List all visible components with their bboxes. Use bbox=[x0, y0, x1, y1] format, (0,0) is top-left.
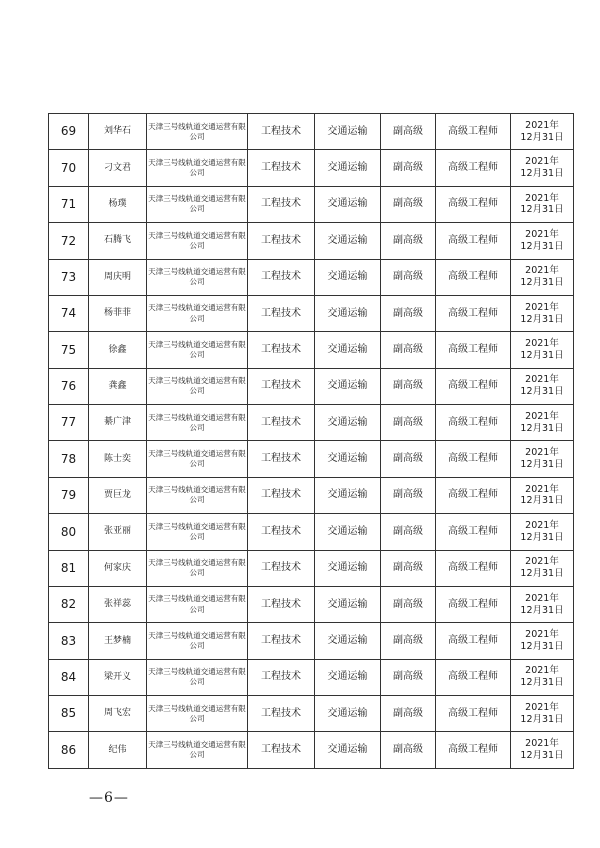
effective-date-cell bbox=[511, 368, 574, 404]
person-name-cell: 纪伟 bbox=[89, 732, 147, 768]
person-name-cell: 何家庆 bbox=[89, 550, 147, 586]
row-number-cell: 80 bbox=[49, 514, 89, 550]
effective-date-cell bbox=[511, 223, 574, 259]
table-row bbox=[49, 732, 574, 768]
title-series-cell: 工程技术 bbox=[248, 514, 315, 550]
title-level-cell: 副高级 bbox=[381, 259, 436, 295]
professional-title-cell: 高级工程师 bbox=[436, 623, 511, 659]
professional-title-cell: 高级工程师 bbox=[436, 150, 511, 186]
organization-cell: 天津三号线轨道交通运营有限公司 bbox=[147, 586, 248, 622]
title-series-cell: 工程技术 bbox=[248, 114, 315, 150]
title-level-cell: 副高级 bbox=[381, 550, 436, 586]
table-row bbox=[49, 150, 574, 186]
effective-date-cell bbox=[511, 623, 574, 659]
title-series-cell: 工程技术 bbox=[248, 295, 315, 331]
effective-date-cell bbox=[511, 514, 574, 550]
title-series-cell: 工程技术 bbox=[248, 586, 315, 622]
title-level-cell: 副高级 bbox=[381, 623, 436, 659]
date-day: 12月31日 bbox=[520, 640, 564, 652]
table-row bbox=[49, 623, 574, 659]
date-day: 12月31日 bbox=[520, 204, 564, 216]
title-level-cell: 副高级 bbox=[381, 477, 436, 513]
title-series-cell: 工程技术 bbox=[248, 368, 315, 404]
organization-cell: 天津三号线轨道交通运营有限公司 bbox=[147, 477, 248, 513]
major-cell: 交通运输 bbox=[315, 259, 381, 295]
effective-date-cell bbox=[511, 477, 574, 513]
major-cell: 交通运输 bbox=[315, 550, 381, 586]
table-row bbox=[49, 186, 574, 222]
organization-cell: 天津三号线轨道交通运营有限公司 bbox=[147, 259, 248, 295]
row-number-cell: 69 bbox=[49, 114, 89, 150]
personnel-table bbox=[48, 113, 574, 769]
date-year: 2021年 bbox=[525, 447, 559, 459]
row-number-cell: 71 bbox=[49, 186, 89, 222]
date-year: 2021年 bbox=[525, 265, 559, 277]
title-level-cell: 副高级 bbox=[381, 295, 436, 331]
person-name-cell: 梁开义 bbox=[89, 659, 147, 695]
title-series-cell: 工程技术 bbox=[248, 223, 315, 259]
major-cell: 交通运输 bbox=[315, 586, 381, 622]
date-day: 12月31日 bbox=[520, 459, 564, 471]
professional-title-cell: 高级工程师 bbox=[436, 441, 511, 477]
effective-date-cell bbox=[511, 732, 574, 768]
organization-cell: 天津三号线轨道交通运营有限公司 bbox=[147, 405, 248, 441]
major-cell: 交通运输 bbox=[315, 441, 381, 477]
title-series-cell: 工程技术 bbox=[248, 477, 315, 513]
table-row bbox=[49, 259, 574, 295]
title-level-cell: 副高级 bbox=[381, 332, 436, 368]
date-day: 12月31日 bbox=[520, 677, 564, 689]
row-number-cell: 77 bbox=[49, 405, 89, 441]
person-name-cell: 张祥蕊 bbox=[89, 586, 147, 622]
date-year: 2021年 bbox=[525, 701, 559, 713]
title-level-cell: 副高级 bbox=[381, 659, 436, 695]
date-day: 12月31日 bbox=[520, 604, 564, 616]
organization-cell: 天津三号线轨道交通运营有限公司 bbox=[147, 550, 248, 586]
professional-title-cell: 高级工程师 bbox=[436, 332, 511, 368]
organization-cell: 天津三号线轨道交通运营有限公司 bbox=[147, 732, 248, 768]
effective-date-cell bbox=[511, 114, 574, 150]
table-row bbox=[49, 586, 574, 622]
organization-cell: 天津三号线轨道交通运营有限公司 bbox=[147, 623, 248, 659]
person-name-cell: 杨璞 bbox=[89, 186, 147, 222]
professional-title-cell: 高级工程师 bbox=[436, 295, 511, 331]
professional-title-cell: 高级工程师 bbox=[436, 259, 511, 295]
title-level-cell: 副高级 bbox=[381, 114, 436, 150]
table-row bbox=[49, 295, 574, 331]
date-year: 2021年 bbox=[525, 483, 559, 495]
person-name-cell: 周飞宏 bbox=[89, 696, 147, 732]
major-cell: 交通运输 bbox=[315, 696, 381, 732]
table-row bbox=[49, 368, 574, 404]
person-name-cell: 刘华石 bbox=[89, 114, 147, 150]
table-row bbox=[49, 514, 574, 550]
title-series-cell: 工程技术 bbox=[248, 659, 315, 695]
professional-title-cell: 高级工程师 bbox=[436, 732, 511, 768]
person-name-cell: 刁文君 bbox=[89, 150, 147, 186]
major-cell: 交通运输 bbox=[315, 623, 381, 659]
major-cell: 交通运输 bbox=[315, 295, 381, 331]
title-series-cell: 工程技术 bbox=[248, 186, 315, 222]
effective-date-cell bbox=[511, 186, 574, 222]
title-level-cell: 副高级 bbox=[381, 223, 436, 259]
date-year: 2021年 bbox=[525, 228, 559, 240]
organization-cell: 天津三号线轨道交通运营有限公司 bbox=[147, 368, 248, 404]
title-series-cell: 工程技术 bbox=[248, 332, 315, 368]
date-year: 2021年 bbox=[525, 556, 559, 568]
date-year: 2021年 bbox=[525, 301, 559, 313]
date-day: 12月31日 bbox=[520, 349, 564, 361]
professional-title-cell: 高级工程师 bbox=[436, 477, 511, 513]
title-level-cell: 副高级 bbox=[381, 441, 436, 477]
date-day: 12月31日 bbox=[520, 131, 564, 143]
professional-title-cell: 高级工程师 bbox=[436, 368, 511, 404]
organization-cell: 天津三号线轨道交通运营有限公司 bbox=[147, 186, 248, 222]
professional-title-cell: 高级工程师 bbox=[436, 550, 511, 586]
date-year: 2021年 bbox=[525, 665, 559, 677]
major-cell: 交通运输 bbox=[315, 659, 381, 695]
person-name-cell: 张亚丽 bbox=[89, 514, 147, 550]
row-number-cell: 79 bbox=[49, 477, 89, 513]
date-year: 2021年 bbox=[525, 410, 559, 422]
table-row bbox=[49, 696, 574, 732]
row-number-cell: 75 bbox=[49, 332, 89, 368]
effective-date-cell bbox=[511, 696, 574, 732]
row-number-cell: 73 bbox=[49, 259, 89, 295]
row-number-cell: 72 bbox=[49, 223, 89, 259]
title-level-cell: 副高级 bbox=[381, 586, 436, 622]
table-row bbox=[49, 441, 574, 477]
effective-date-cell bbox=[511, 586, 574, 622]
organization-cell: 天津三号线轨道交通运营有限公司 bbox=[147, 696, 248, 732]
effective-date-cell bbox=[511, 295, 574, 331]
effective-date-cell bbox=[511, 405, 574, 441]
major-cell: 交通运输 bbox=[315, 223, 381, 259]
date-day: 12月31日 bbox=[520, 168, 564, 180]
row-number-cell: 81 bbox=[49, 550, 89, 586]
row-number-cell: 83 bbox=[49, 623, 89, 659]
title-series-cell: 工程技术 bbox=[248, 623, 315, 659]
person-name-cell: 徐鑫 bbox=[89, 332, 147, 368]
title-series-cell: 工程技术 bbox=[248, 150, 315, 186]
effective-date-cell bbox=[511, 659, 574, 695]
professional-title-cell: 高级工程师 bbox=[436, 659, 511, 695]
date-day: 12月31日 bbox=[520, 240, 564, 252]
row-number-cell: 78 bbox=[49, 441, 89, 477]
major-cell: 交通运输 bbox=[315, 732, 381, 768]
person-name-cell: 陈士奕 bbox=[89, 441, 147, 477]
table-row bbox=[49, 477, 574, 513]
row-number-cell: 70 bbox=[49, 150, 89, 186]
person-name-cell: 綦广津 bbox=[89, 405, 147, 441]
table-row bbox=[49, 405, 574, 441]
date-day: 12月31日 bbox=[520, 386, 564, 398]
organization-cell: 天津三号线轨道交通运营有限公司 bbox=[147, 441, 248, 477]
person-name-cell: 杨菲菲 bbox=[89, 295, 147, 331]
date-year: 2021年 bbox=[525, 592, 559, 604]
organization-cell: 天津三号线轨道交通运营有限公司 bbox=[147, 114, 248, 150]
title-series-cell: 工程技术 bbox=[248, 732, 315, 768]
effective-date-cell bbox=[511, 332, 574, 368]
date-day: 12月31日 bbox=[520, 568, 564, 580]
date-day: 12月31日 bbox=[520, 495, 564, 507]
table-row bbox=[49, 332, 574, 368]
professional-title-cell: 高级工程师 bbox=[436, 586, 511, 622]
date-day: 12月31日 bbox=[520, 531, 564, 543]
title-level-cell: 副高级 bbox=[381, 405, 436, 441]
professional-title-cell: 高级工程师 bbox=[436, 114, 511, 150]
date-year: 2021年 bbox=[525, 192, 559, 204]
effective-date-cell bbox=[511, 441, 574, 477]
title-level-cell: 副高级 bbox=[381, 732, 436, 768]
organization-cell: 天津三号线轨道交通运营有限公司 bbox=[147, 223, 248, 259]
organization-cell: 天津三号线轨道交通运营有限公司 bbox=[147, 659, 248, 695]
major-cell: 交通运输 bbox=[315, 114, 381, 150]
table-row bbox=[49, 659, 574, 695]
major-cell: 交通运输 bbox=[315, 514, 381, 550]
date-day: 12月31日 bbox=[520, 422, 564, 434]
effective-date-cell bbox=[511, 550, 574, 586]
title-level-cell: 副高级 bbox=[381, 186, 436, 222]
table-row bbox=[49, 550, 574, 586]
title-level-cell: 副高级 bbox=[381, 696, 436, 732]
professional-title-cell: 高级工程师 bbox=[436, 223, 511, 259]
table-row bbox=[49, 223, 574, 259]
date-day: 12月31日 bbox=[520, 750, 564, 762]
title-level-cell: 副高级 bbox=[381, 368, 436, 404]
row-number-cell: 82 bbox=[49, 586, 89, 622]
major-cell: 交通运输 bbox=[315, 368, 381, 404]
date-year: 2021年 bbox=[525, 519, 559, 531]
row-number-cell: 76 bbox=[49, 368, 89, 404]
effective-date-cell bbox=[511, 150, 574, 186]
major-cell: 交通运输 bbox=[315, 150, 381, 186]
table-row bbox=[49, 114, 574, 150]
person-name-cell: 石腾飞 bbox=[89, 223, 147, 259]
professional-title-cell: 高级工程师 bbox=[436, 186, 511, 222]
date-year: 2021年 bbox=[525, 629, 559, 641]
date-day: 12月31日 bbox=[520, 713, 564, 725]
date-day: 12月31日 bbox=[520, 313, 564, 325]
title-series-cell: 工程技术 bbox=[248, 696, 315, 732]
person-name-cell: 贾巨龙 bbox=[89, 477, 147, 513]
effective-date-cell bbox=[511, 259, 574, 295]
professional-title-cell: 高级工程师 bbox=[436, 696, 511, 732]
date-year: 2021年 bbox=[525, 738, 559, 750]
major-cell: 交通运输 bbox=[315, 477, 381, 513]
professional-title-cell: 高级工程师 bbox=[436, 405, 511, 441]
major-cell: 交通运输 bbox=[315, 405, 381, 441]
date-year: 2021年 bbox=[525, 119, 559, 131]
title-series-cell: 工程技术 bbox=[248, 550, 315, 586]
person-name-cell: 龚鑫 bbox=[89, 368, 147, 404]
date-year: 2021年 bbox=[525, 338, 559, 350]
date-year: 2021年 bbox=[525, 374, 559, 386]
organization-cell: 天津三号线轨道交通运营有限公司 bbox=[147, 332, 248, 368]
title-level-cell: 副高级 bbox=[381, 514, 436, 550]
page-number: —6— bbox=[89, 790, 129, 806]
title-level-cell: 副高级 bbox=[381, 150, 436, 186]
title-series-cell: 工程技术 bbox=[248, 259, 315, 295]
row-number-cell: 85 bbox=[49, 696, 89, 732]
row-number-cell: 74 bbox=[49, 295, 89, 331]
date-day: 12月31日 bbox=[520, 277, 564, 289]
organization-cell: 天津三号线轨道交通运营有限公司 bbox=[147, 295, 248, 331]
date-year: 2021年 bbox=[525, 156, 559, 168]
title-series-cell: 工程技术 bbox=[248, 441, 315, 477]
organization-cell: 天津三号线轨道交通运营有限公司 bbox=[147, 514, 248, 550]
major-cell: 交通运输 bbox=[315, 186, 381, 222]
major-cell: 交通运输 bbox=[315, 332, 381, 368]
person-name-cell: 王梦楠 bbox=[89, 623, 147, 659]
row-number-cell: 86 bbox=[49, 732, 89, 768]
organization-cell: 天津三号线轨道交通运营有限公司 bbox=[147, 150, 248, 186]
professional-title-cell: 高级工程师 bbox=[436, 514, 511, 550]
title-series-cell: 工程技术 bbox=[248, 405, 315, 441]
row-number-cell: 84 bbox=[49, 659, 89, 695]
person-name-cell: 周庆明 bbox=[89, 259, 147, 295]
